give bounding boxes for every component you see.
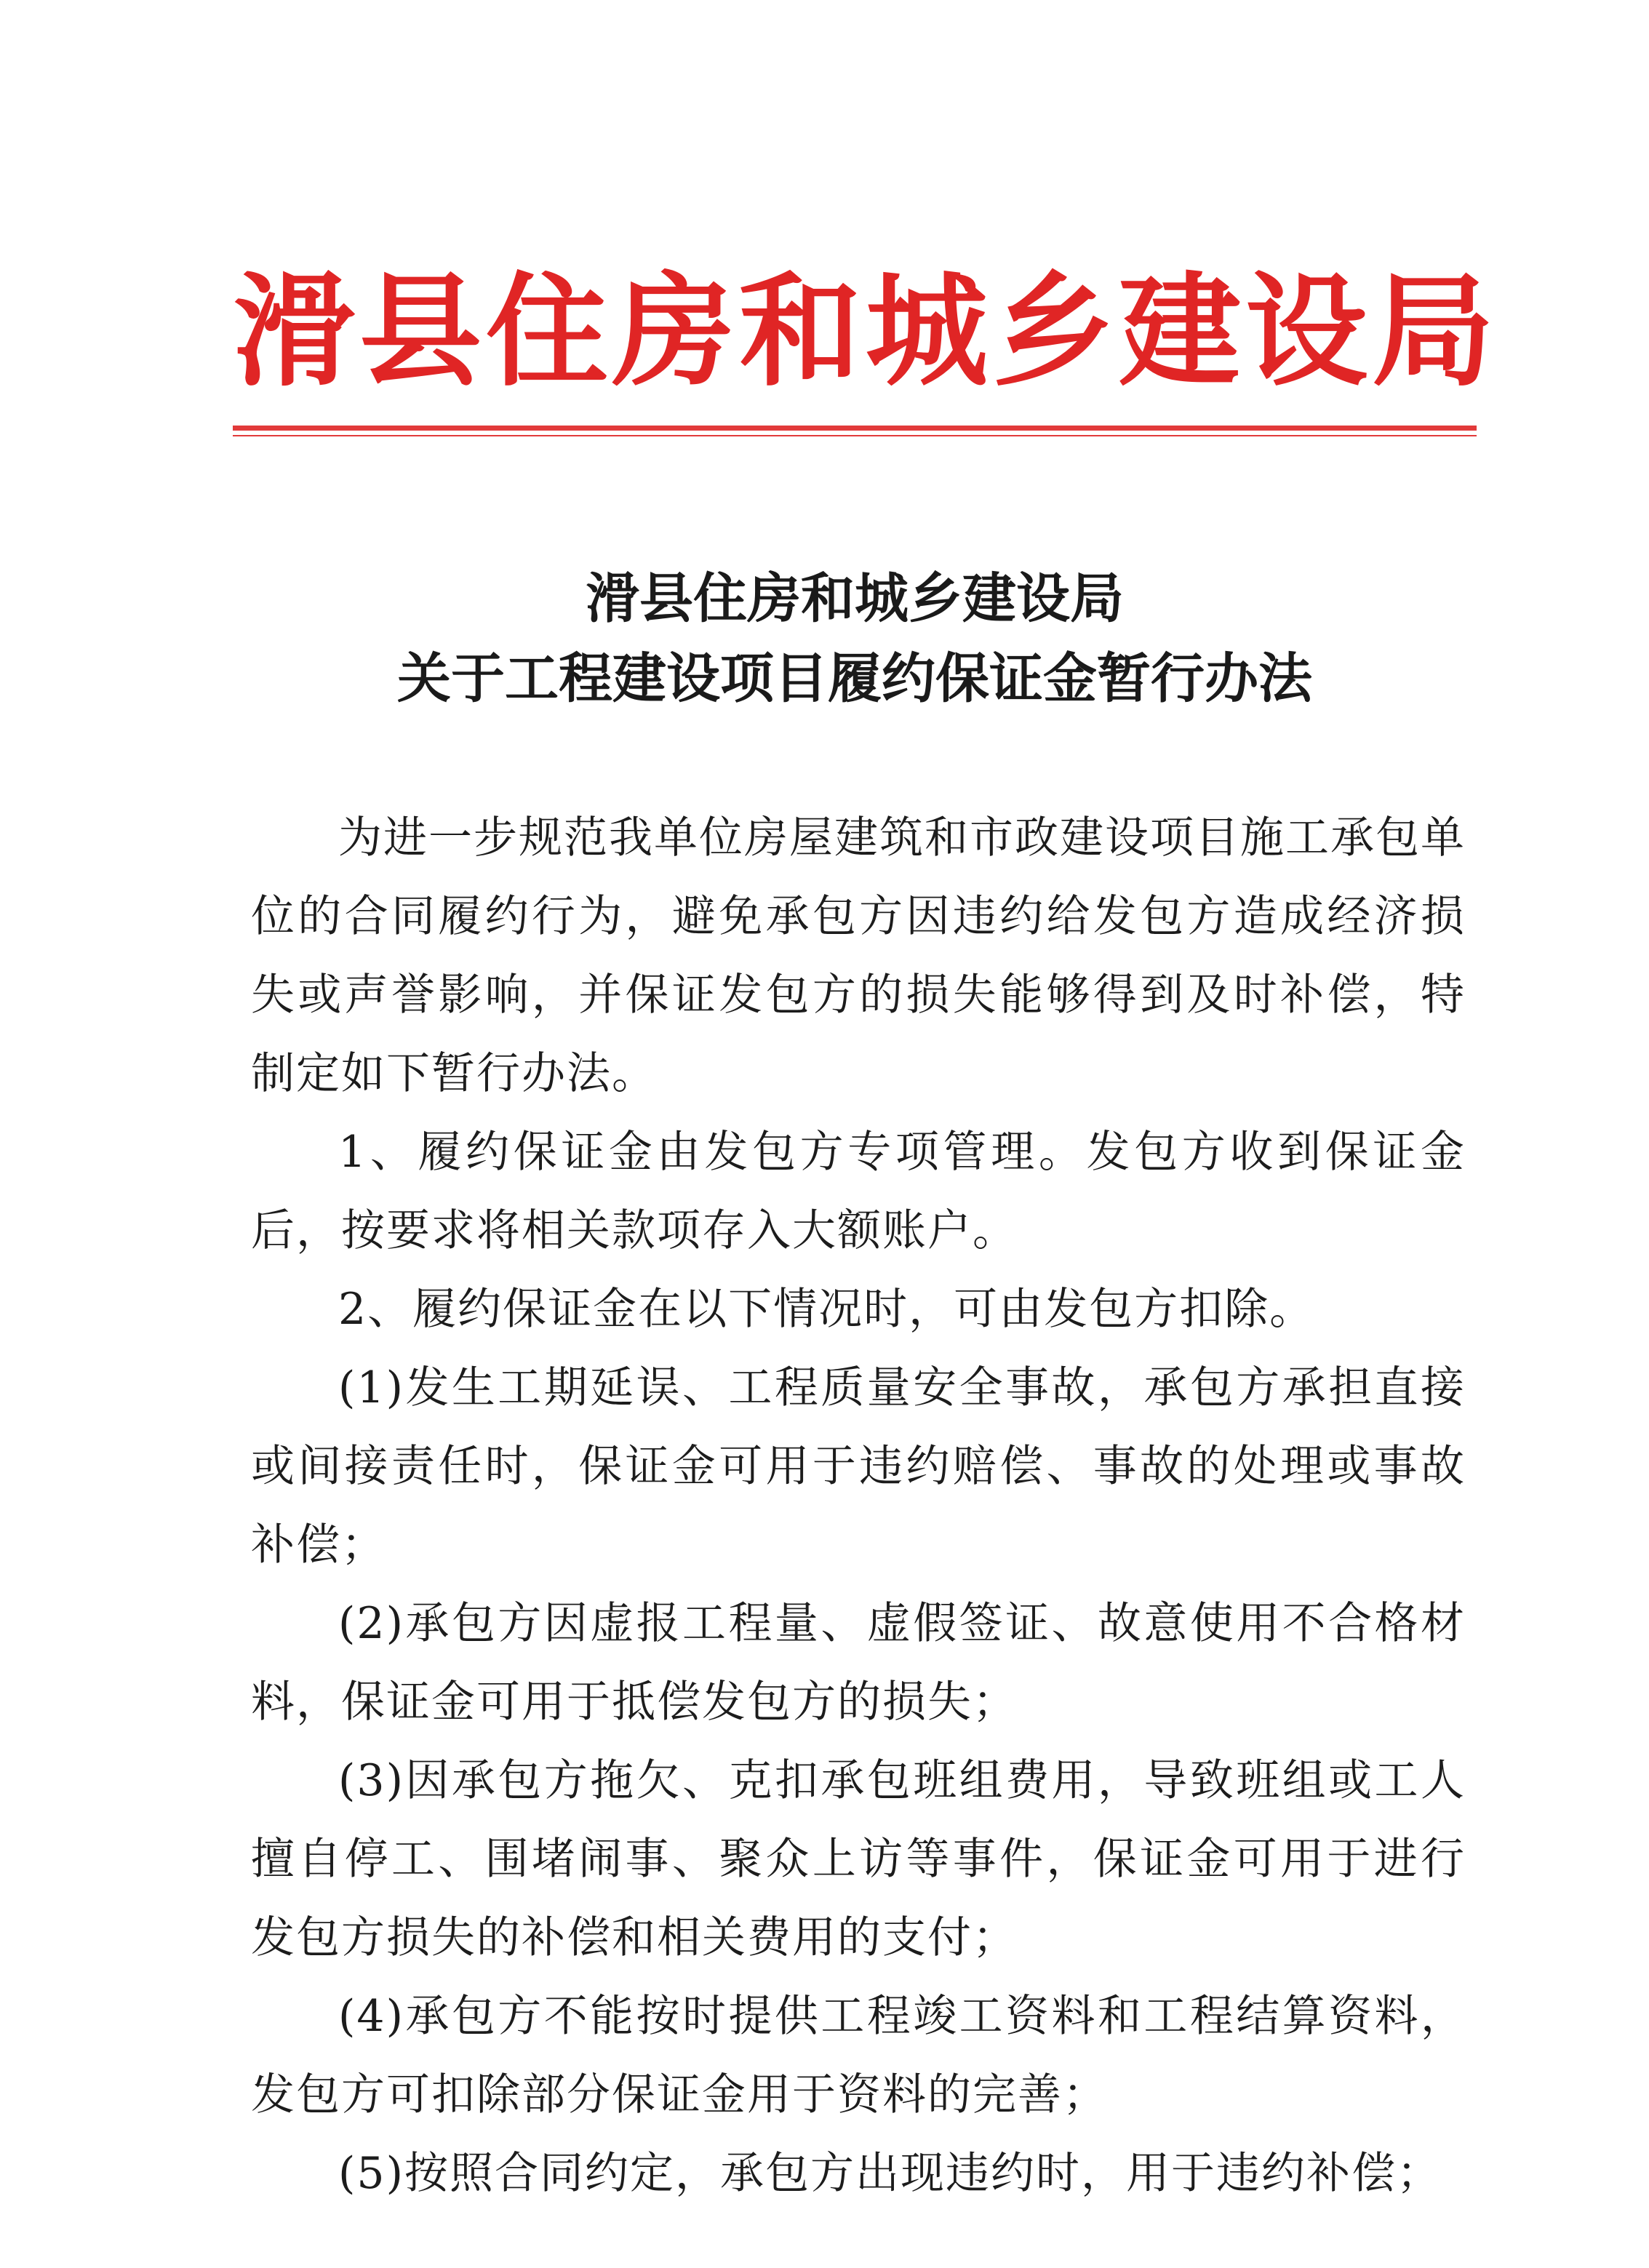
document-title-line-2: 关于工程建设项目履约保证金暂行办法 [397, 647, 1312, 710]
body-paragraph-sub-4: (4)承包方不能按时提供工程竣工资料和工程结算资料，发包方可扣除部分保证金用于资料的完善； [251, 1991, 1466, 2120]
document-title-line-1: 滑县住房和城乡建设局 [586, 567, 1124, 630]
body-paragraph-item-1: 1、履约保证金由发包方专项管理。发包方收到保证金后，按要求将相关款项存入大额账户。 [251, 1127, 1466, 1256]
masthead-rule-thin [233, 435, 1477, 436]
masthead-rule-thick [233, 426, 1477, 431]
body-paragraph-sub-3: (3)因承包方拖欠、克扣承包班组费用，导致班组或工人擅自停工、围堵闹事、聚众上访等事件，保证金可用于进行发包方损失的补偿和相关费用的支付； [251, 1755, 1466, 1963]
body-paragraph-sub-5: (5)按照合同约定，承包方出现违约时，用于违约补偿； [338, 2148, 1442, 2199]
body-paragraph-item-2: 2、履约保证金在以下情况时，可由发包方扣除。 [338, 1284, 1315, 1335]
body-paragraph-intro: 为进一步规范我单位房屋建筑和市政建设项目施工承包单位的合同履约行为，避免承包方因违约给发包方造成经济损失或声誉影响，并保证发包方的损失能够得到及时补偿，特制定如下暂行办法。 [251, 812, 1466, 1099]
body-paragraph-sub-1: (1)发生工期延误、工程质量安全事故，承包方承担直接或间接责任时，保证金可用于违约赔偿、事故的处理或事故补偿； [251, 1362, 1466, 1570]
body-paragraph-sub-2: (2)承包方因虚报工程量、虚假签证、故意使用不合格材料，保证金可用于抵偿发包方的损失； [251, 1598, 1466, 1728]
red-masthead: 滑县住房和城乡建设局 [233, 259, 1498, 403]
document-body [251, 799, 1466, 2213]
